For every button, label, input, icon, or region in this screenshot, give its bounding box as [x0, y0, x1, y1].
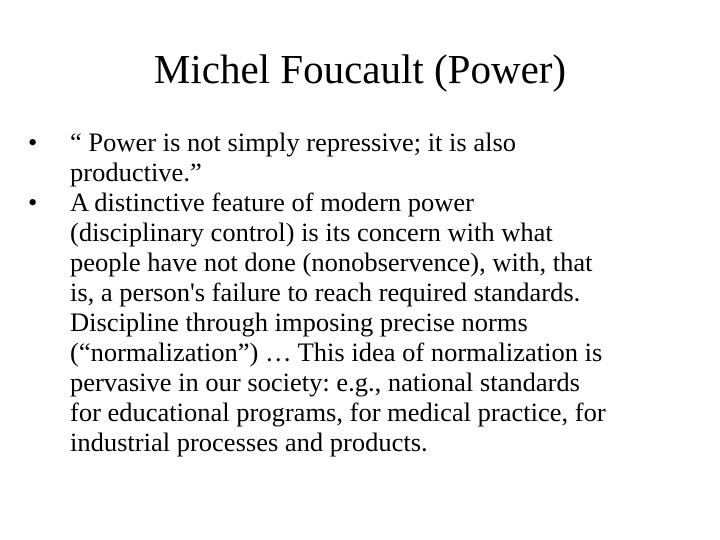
text-line: productive.”: [70, 157, 202, 187]
bullet-icon: •: [28, 187, 38, 217]
text-line: (“normalization”) … This idea of normalization is: [70, 337, 603, 367]
text-line: is, a person's failure to reach required standards.: [70, 277, 581, 307]
text-line: for educational programs, for medical practice, for: [70, 397, 606, 427]
bullet-text: [70, 127, 718, 187]
text-line: people have not done (nonobservence), with, that: [70, 247, 593, 277]
text-line: “ Power is not simply repressive; it is also: [70, 127, 517, 157]
text-line: A distinctive feature of modern power: [70, 187, 474, 217]
bullet-item-2: [28, 187, 718, 457]
bullet-text: [70, 187, 718, 457]
text-line: (disciplinary control) is its concern with what: [70, 217, 553, 247]
slide-title: Michel Foucault (Power): [153, 46, 567, 92]
bullet-icon: •: [28, 127, 38, 157]
text-line: Discipline through imposing precise norms: [70, 307, 528, 337]
text-line: pervasive in our society: e.g., national standards: [70, 367, 580, 397]
bullet-list: [28, 127, 718, 457]
bullet-item-1: [28, 127, 718, 187]
text-line: industrial processes and products.: [70, 427, 428, 457]
